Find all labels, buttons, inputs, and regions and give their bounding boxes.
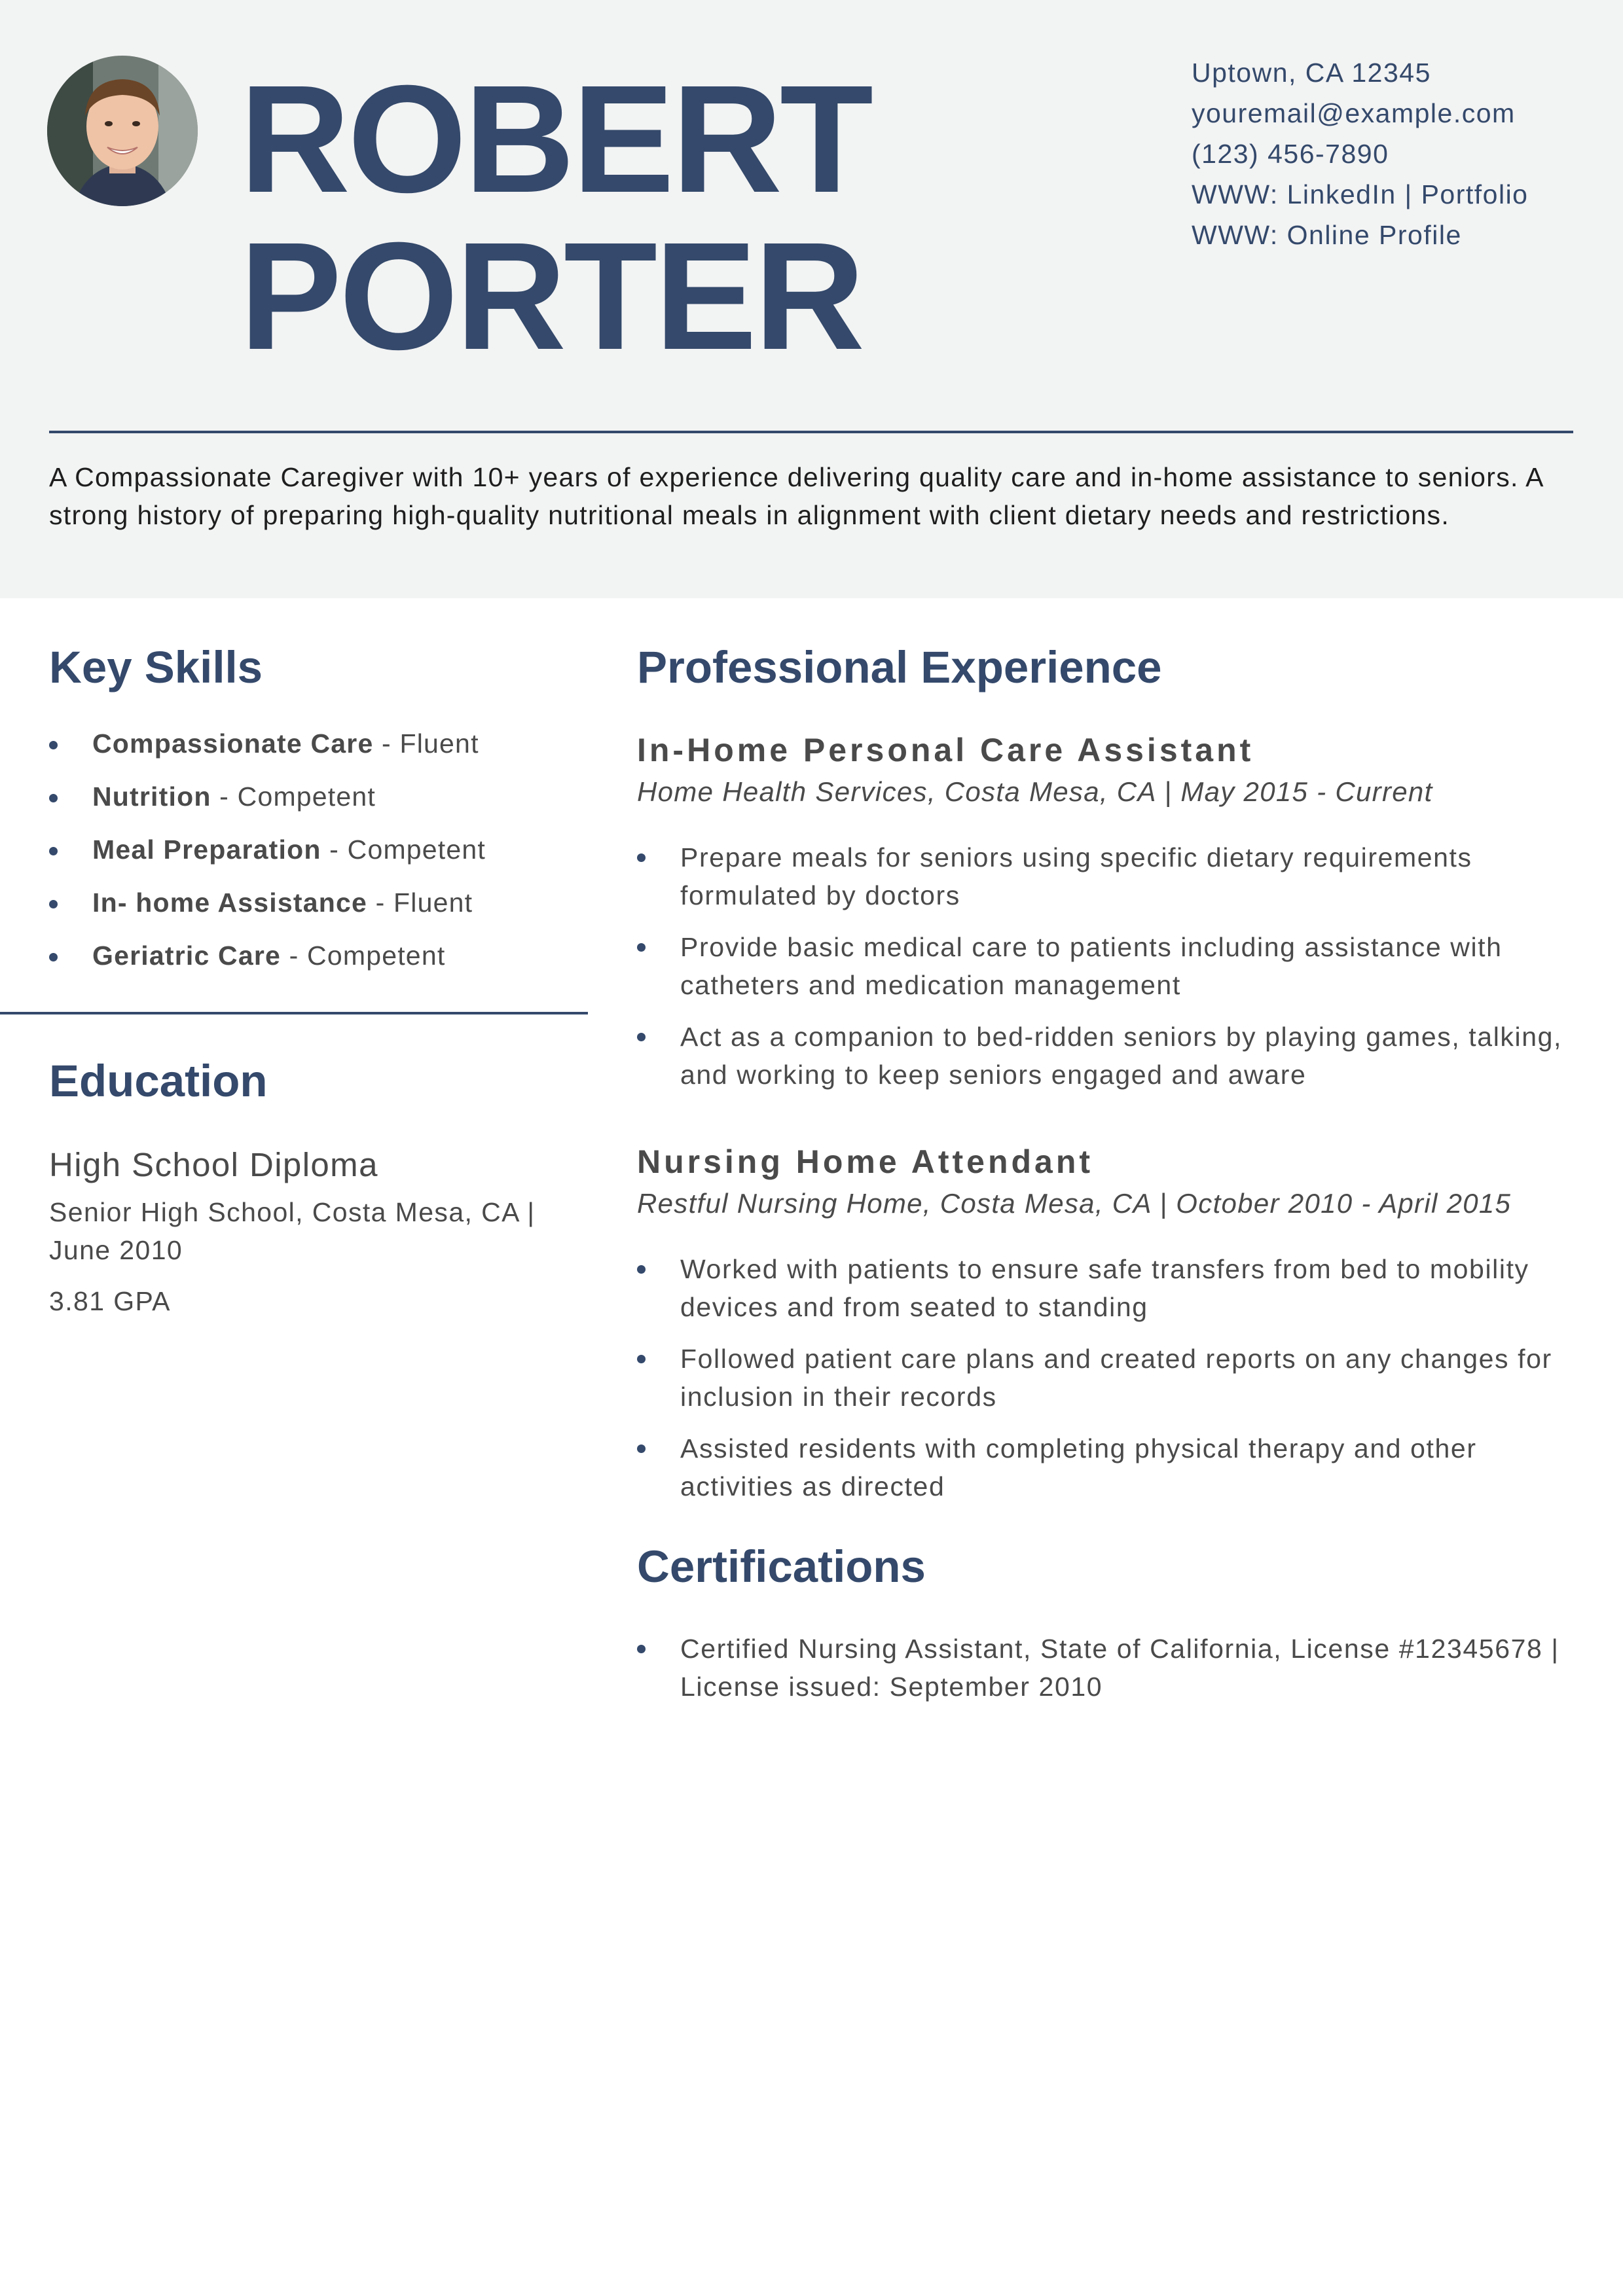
contact-links[interactable]: WWW: LinkedIn | Portfolio [1192,179,1529,209]
skill-name: Nutrition [92,781,211,812]
job-bullets [637,1250,1580,1519]
contact-phone: (123) 456-7890 [1192,139,1389,169]
job-meta: Home Health Services, Costa Mesa, CA | May 2015 - Current [637,776,1433,807]
job-meta: Restful Nursing Home, Costa Mesa, CA | October 2010 - April 2015 [637,1188,1512,1219]
education-heading: Education [49,1056,268,1106]
list-item [49,876,573,929]
contact-email[interactable]: youremail@example.com [1192,98,1516,128]
list-item: Followed patient care plans and created reports on any changes for inclusion in their records [637,1340,1580,1416]
list-item: Assisted residents with completing physical therapy and other activities as directed [637,1429,1580,1505]
list-item: Worked with patients to ensure safe transfers from bed to mobility devices and from seated to standing [637,1250,1580,1326]
certifications-heading: Certifications [637,1541,926,1592]
skills-list [49,717,573,982]
skill-level: - Competent [281,941,446,971]
skill-name: Compassionate Care [92,728,374,759]
portrait-photo-icon [47,56,198,206]
contact-location: Uptown, CA 12345 [1192,58,1431,88]
list-item: Certified Nursing Assistant, State of California, License #12345678 | License issued: September 2010 [637,1630,1580,1706]
skill-name: Meal Preparation [92,834,321,865]
job-entry [637,728,1580,812]
first-name: ROBERT [240,53,871,224]
contact-profile[interactable]: WWW: Online Profile [1192,220,1462,250]
skill-name: Geriatric Care [92,941,282,971]
list-item [49,717,573,770]
list-item [49,929,573,982]
contact-info [1192,52,1529,255]
skill-name: In- home Assistance [92,888,368,918]
experience-heading: Professional Experience [637,642,1162,692]
education-school: Senior High School, Costa Mesa, CA | June 2010 [49,1197,536,1265]
header-divider [49,431,1573,433]
skill-level: - Fluent [367,888,473,918]
avatar [47,56,198,206]
list-item: Provide basic medical care to patients including assistance with catheters and medication management [637,928,1580,1004]
list-item: Act as a companion to bed-ridden seniors by playing games, talking, and working to keep seniors engaged and aware [637,1018,1580,1094]
list-item [49,770,573,823]
skills-divider [0,1012,588,1014]
last-name: PORTER [240,210,863,382]
job-title: In-Home Personal Care Assistant [637,732,1254,768]
summary: A Compassionate Caregiver with 10+ years of experience delivering quality care and in-home assistance to seniors. A strong history of preparing high-quality nutritional meals in alignment with client dietary needs and restrictions. [49,462,1543,530]
education-gpa: 3.81 GPA [49,1286,171,1316]
skills-heading: Key Skills [49,642,263,692]
candidate-name [240,53,871,382]
job-title: Nursing Home Attendant [637,1143,1094,1180]
list-item [49,823,573,876]
job-bullets [637,838,1580,1107]
skill-level: - Competent [321,834,486,865]
job-entry [637,1140,1580,1224]
education-degree: High School Diploma [49,1146,378,1183]
skill-level: - Competent [211,781,376,812]
skill-level: - Fluent [373,728,479,759]
certifications-list [637,1630,1580,1719]
list-item: Prepare meals for seniors using specific dietary requirements formulated by doctors [637,838,1580,914]
education-entry [49,1142,573,1320]
